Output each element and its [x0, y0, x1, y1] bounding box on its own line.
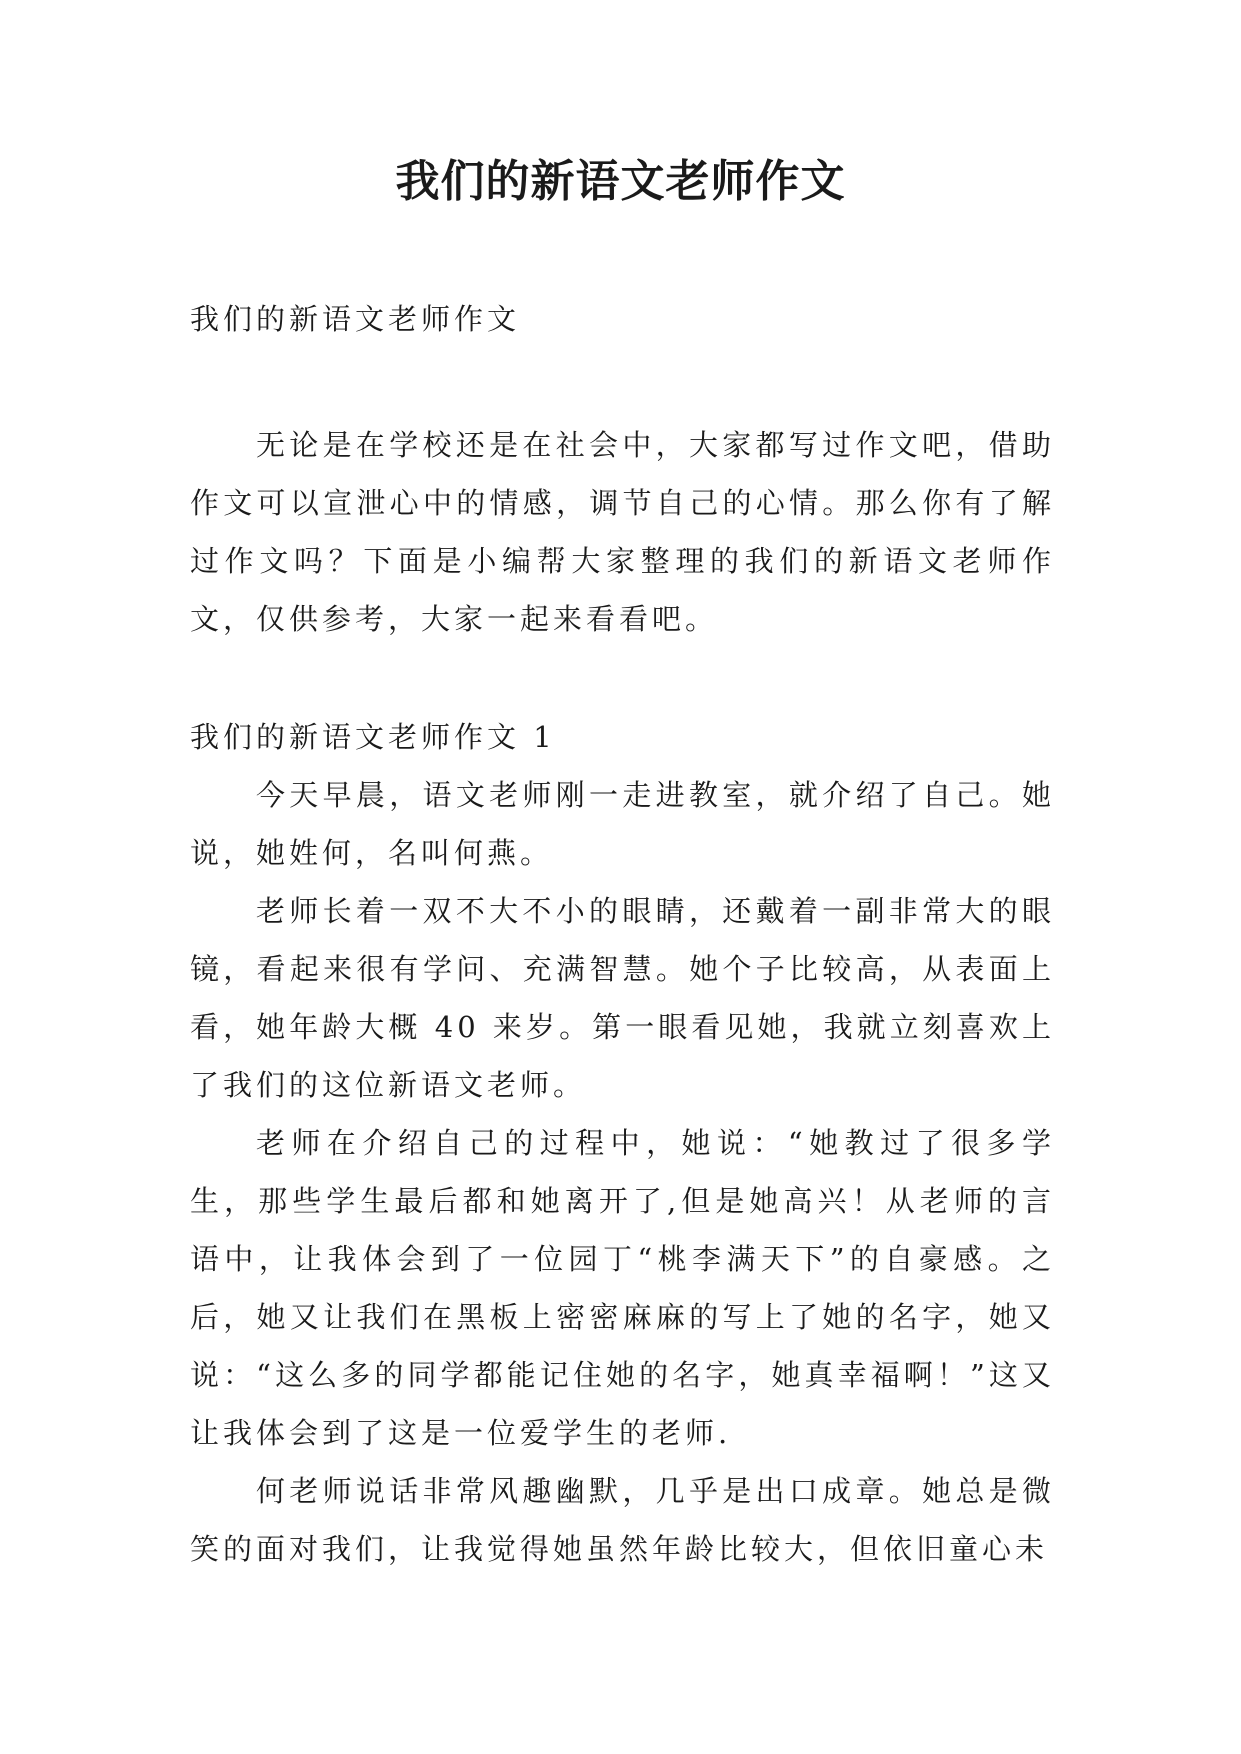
body-paragraph: 老师长着一双不大不小的眼睛，还戴着一副非常大的眼镜，看起来很有学问、充满智慧。她个子比较高，从表面上看，她年龄大概 40 来岁。第一眼看见她，我就立刻喜欢上了我们的这位新语文老师。 [190, 894, 1055, 1102]
body-paragraph: 老师在介绍自己的过程中，她说：“她教过了很多学生，那些学生最后都和她离开了,但是她高兴！从老师的言语中，让我体会到了一位园丁“桃李满天下”的自豪感。之后，她又让我们在黑板上密密麻麻的写上了她的名字，她又说：“这么多的同学都能记住她的名字，她真幸福啊！”这又让我体会到了这是一位爱学生的老师. [190, 1126, 1055, 1450]
document-subtitle: 我们的新语文老师作文 [190, 302, 521, 336]
body-paragraph: 今天早晨，语文老师刚一走进教室，就介绍了自己。她说，她姓何，名叫何燕。 [190, 778, 1055, 870]
section-heading: 我们的新语文老师作文 1 [190, 720, 556, 754]
document-body [190, 290, 1055, 1578]
document-title: 我们的新语文老师作文 [395, 156, 846, 207]
intro-paragraph: 无论是在学校还是在社会中，大家都写过作文吧，借助作文可以宣泄心中的情感，调节自己的心情。那么你有了解过作文吗？下面是小编帮大家整理的我们的新语文老师作文，仅供参考，大家一起来看看吧。 [190, 428, 1055, 636]
body-paragraph: 何老师说话非常风趣幽默，几乎是出口成章。她总是微笑的面对我们，让我觉得她虽然年龄比较大，但依旧童心未 [190, 1474, 1055, 1566]
